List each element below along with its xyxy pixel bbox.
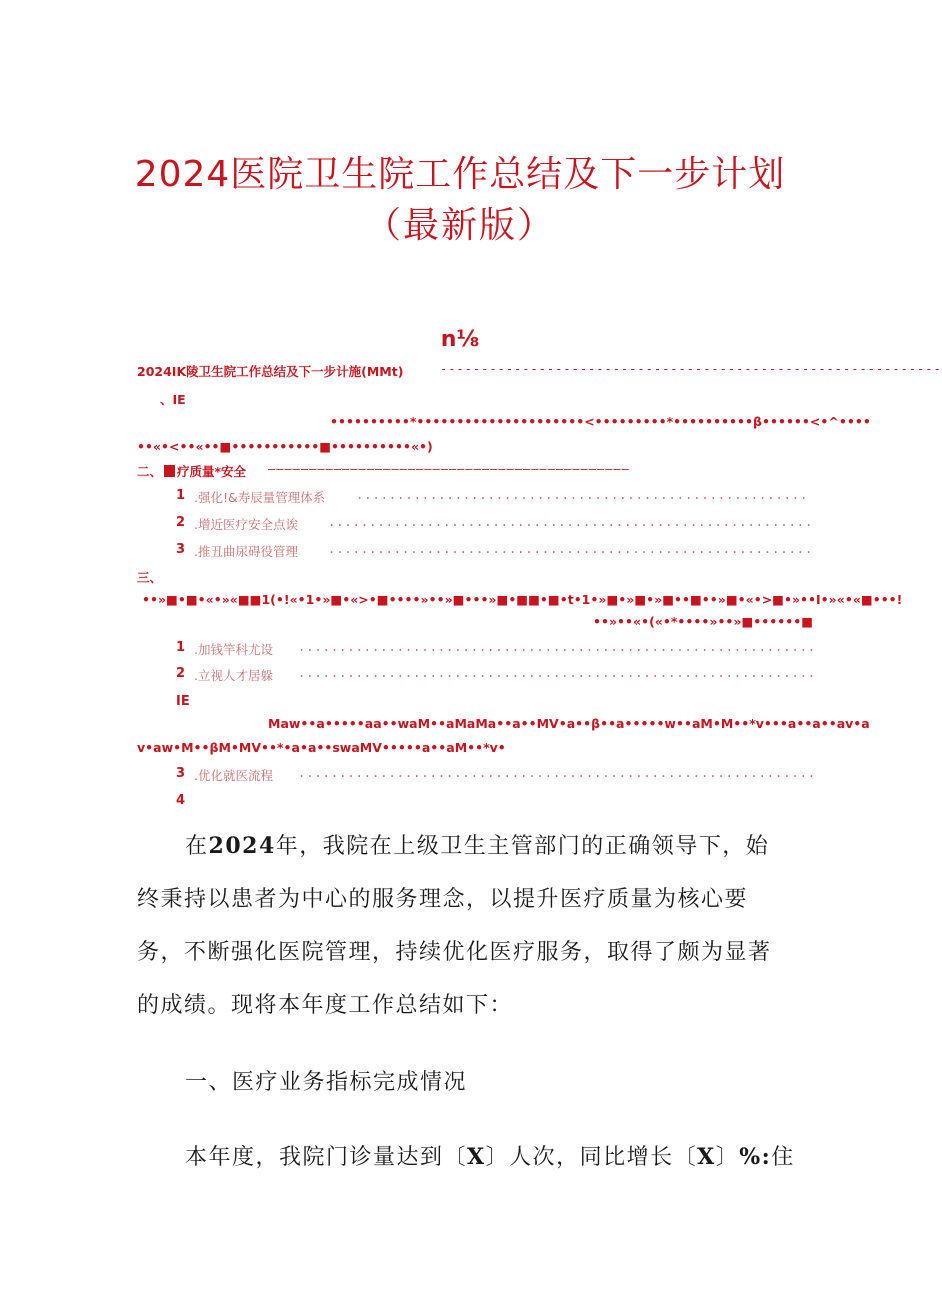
toc-item-process[interactable]: .优化就医流程 <box>194 768 273 783</box>
toc-garble-text: ••••••••••*•••••••••••••••••••••<•••••••••*••••••••••β••••••<•^•••• <box>330 414 871 429</box>
body-paragraph: 本年度，我院门诊量达到〔X〕人次，同比增长〔X〕%:住 <box>185 1144 795 1170</box>
toc-item-safety[interactable]: .增近医疗安全点诶 <box>194 517 298 532</box>
toc-entry-1-label[interactable]: 、IE <box>160 392 186 407</box>
square-glyph-icon <box>164 465 175 477</box>
toc-garble-text: ••»■•■•«•»«■■1(•!«•1•»■•«>•■••••»••»■•••»■•■■•■•t•1•»■•»■•»■••■••»■•«•>■•»••I•»«•«■•••! <box>142 592 903 607</box>
toc-leader: ———————————————————————————————————————————— <box>268 462 630 476</box>
document-subtitle: （最新版） <box>364 205 555 246</box>
toc-entry-2[interactable] <box>137 462 246 480</box>
toc-garble-text: Maw••a•••••aa••waM••aMaMa••a••MV•a••β••a•••••w••aM•M••*v•••a••a••av•a <box>268 716 870 731</box>
toc-leader: ............................................................... <box>298 766 817 780</box>
toc-item-number: 3 <box>176 542 186 557</box>
toc-item-ie[interactable]: IE <box>176 694 190 709</box>
toc-leader: ............................................................... <box>298 666 817 680</box>
toc-item-infection[interactable]: .推丑曲尿碍役管理 <box>194 544 298 559</box>
toc-entry-2-prefix: 二、 <box>137 464 163 479</box>
toc-garble-text: ••«•<••«••■•••••••••••■••••••••••«•) <box>137 439 433 454</box>
toc-item-number: 1 <box>176 640 186 655</box>
toc-leader: ....................................................... <box>356 488 809 502</box>
toc-leader: ............................................................... <box>298 640 817 654</box>
toc-entry-main[interactable]: 2024IK陵卫生院工作总结及下一步计施(MMt) <box>137 364 404 379</box>
toc-leader: ........................................................... <box>328 515 814 529</box>
document-title: 2024医院卫生院工作总结及下一步计划 <box>134 154 786 195</box>
toc-item-number: 2 <box>176 515 186 530</box>
section-heading: 一、医疗业务指标完成情况 <box>185 1070 468 1095</box>
toc-entry-3-prefix[interactable]: 三、 <box>137 570 163 585</box>
toc-garble-text: ••»••«•(«•*••••»••»■••••••■ <box>593 614 814 629</box>
toc-item-talent[interactable]: .立视人才居躲 <box>194 668 273 683</box>
toc-item-number: 2 <box>176 666 186 681</box>
toc-item-number[interactable]: 4 <box>176 793 186 808</box>
toc-garble-text: v•aw•M••βM•MV••*•a•a••swaMV•••••a••aM••*v• <box>137 740 506 755</box>
intro-paragraph: 在2024年，我院在上级卫生主管部门的正确领导下，始终秉持以患者为中心的服务理念，以提升医疗质量为核心要务，不断强化医院管理，持续优化医疗服务，取得了颇为显著的成绩。现将本年度工作总结如下： <box>137 833 772 1018</box>
toc-leader: ........................................................... <box>328 542 814 556</box>
toc-item-number: 3 <box>176 766 186 781</box>
toc-entry-2-text: 疗质量*安全 <box>177 464 247 479</box>
toc-item-number: 1 <box>176 488 186 503</box>
intro-year: 2024 <box>208 833 276 859</box>
toc-item-discipline[interactable]: .加钱竿科尤设 <box>194 642 273 657</box>
toc-item-quality-system[interactable]: .强化!&寿辰量管理体系 <box>194 490 326 505</box>
toc-leader: ------------------------------------------------------------- <box>440 362 942 376</box>
toc-heading: n⅛ <box>440 327 480 352</box>
